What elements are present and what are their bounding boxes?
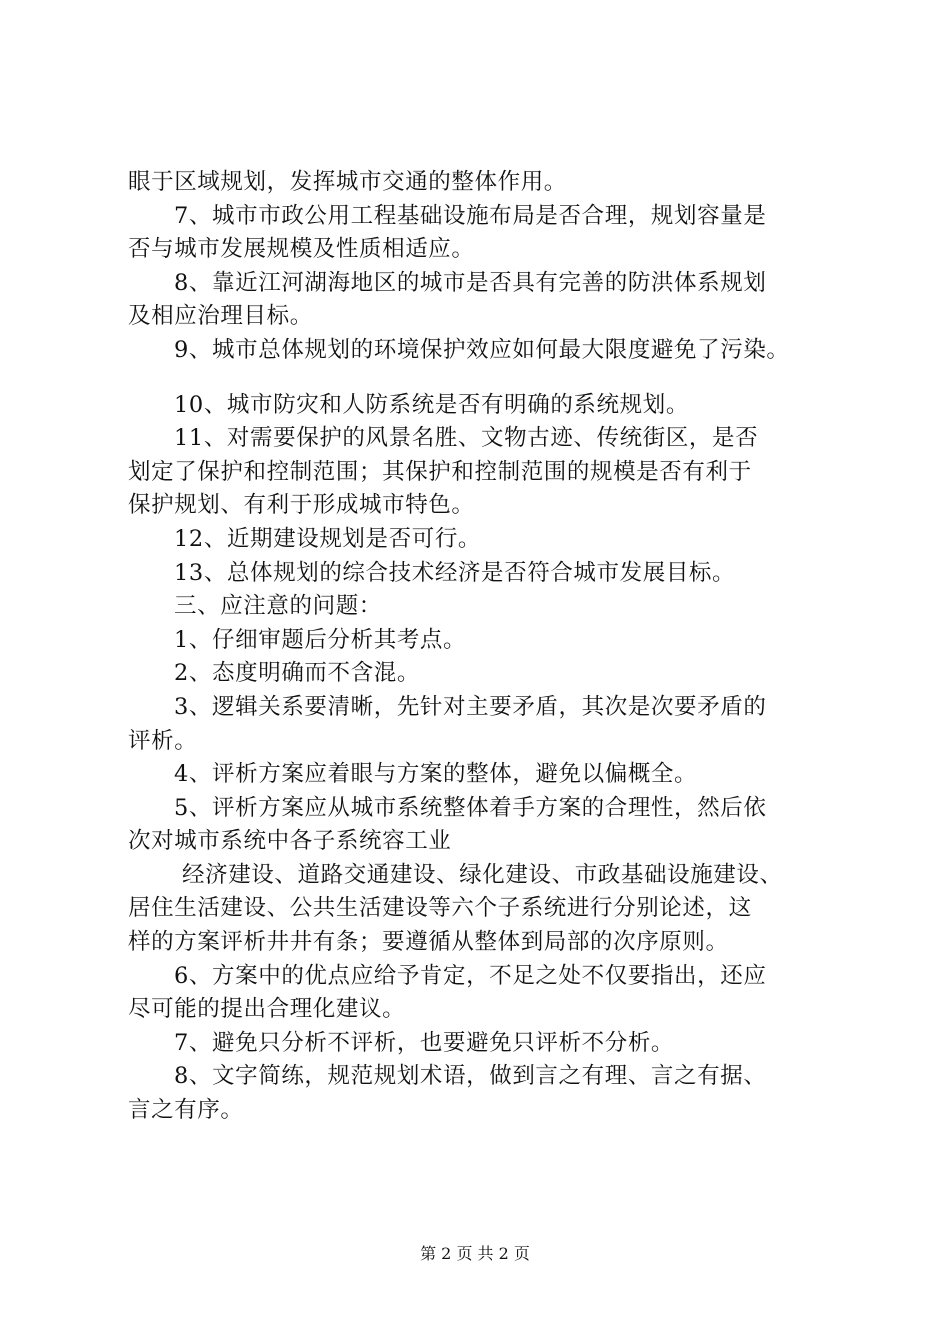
text-line: 3、逻辑关系要清晰，先针对主要矛盾，其次是次要矛盾的: [174, 693, 767, 720]
text-line: 保护规划、有利于形成城市特色。: [128, 492, 475, 519]
document-body: [128, 166, 838, 1128]
text-line: 7、城市市政公用工程基础设施布局是否合理，规划容量是: [174, 202, 767, 229]
text-line: 经济建设、道路交通建设、绿化建设、市政基础设施建设、: [182, 861, 783, 888]
text-line: 评析。: [128, 727, 198, 754]
text-line: 8、文字简练，规范规划术语，做到言之有理、言之有据、: [174, 1063, 767, 1090]
text-line: 样的方案评析井井有条；要遵循从整体到局部的次序原则。: [128, 929, 729, 956]
paragraph-gap: [128, 368, 838, 389]
text-line: 及相应治理目标。: [128, 303, 313, 330]
text-line: 8、靠近江河湖海地区的城市是否具有完善的防洪体系规划: [174, 269, 767, 296]
page-footer: 第 2 页 共 2 页: [420, 1244, 530, 1263]
text-line: 13、总体规划的综合技术经济是否符合城市发展目标。: [174, 559, 736, 586]
text-line: 6、方案中的优点应给予肯定，不足之处不仅要指出，还应: [174, 962, 767, 989]
text-line: 否与城市发展规模及性质相适应。: [128, 236, 475, 263]
text-line: 7、避免只分析不评析，也要避免只评析不分析。: [174, 1029, 675, 1056]
text-line: 居住生活建设、公共生活建设等六个子系统进行分别论述，这: [128, 895, 752, 922]
text-line: 1、仔细审题后分析其考点。: [174, 626, 467, 653]
text-line: 次对城市系统中各子系统容工业: [128, 828, 452, 855]
text-line: 11、对需要保护的风景名胜、文物古迹、传统街区，是否: [174, 425, 759, 452]
text-line: 9、城市总体规划的环境保护效应如何最大限度避免了污染。: [174, 336, 790, 363]
text-line: 10、城市防灾和人防系统是否有明确的系统规划。: [174, 391, 689, 418]
text-line: 尽可能的提出合理化建议。: [128, 996, 406, 1023]
section-heading: 三、应注意的问题：: [174, 593, 382, 620]
text-line: 言之有序。: [128, 1097, 244, 1124]
text-line: 眼于区域规划，发挥城市交通的整体作用。: [128, 169, 567, 195]
text-line: 4、评析方案应着眼与方案的整体，避免以偏概全。: [174, 761, 698, 788]
text-line: 2、态度明确而不含混。: [174, 660, 420, 687]
text-line: 划定了保护和控制范围；其保护和控制范围的规模是否有利于: [128, 458, 752, 485]
text-line: 12、近期建设规划是否可行。: [174, 525, 482, 552]
text-line: 5、评析方案应从城市系统整体着手方案的合理性，然后依: [174, 794, 767, 821]
